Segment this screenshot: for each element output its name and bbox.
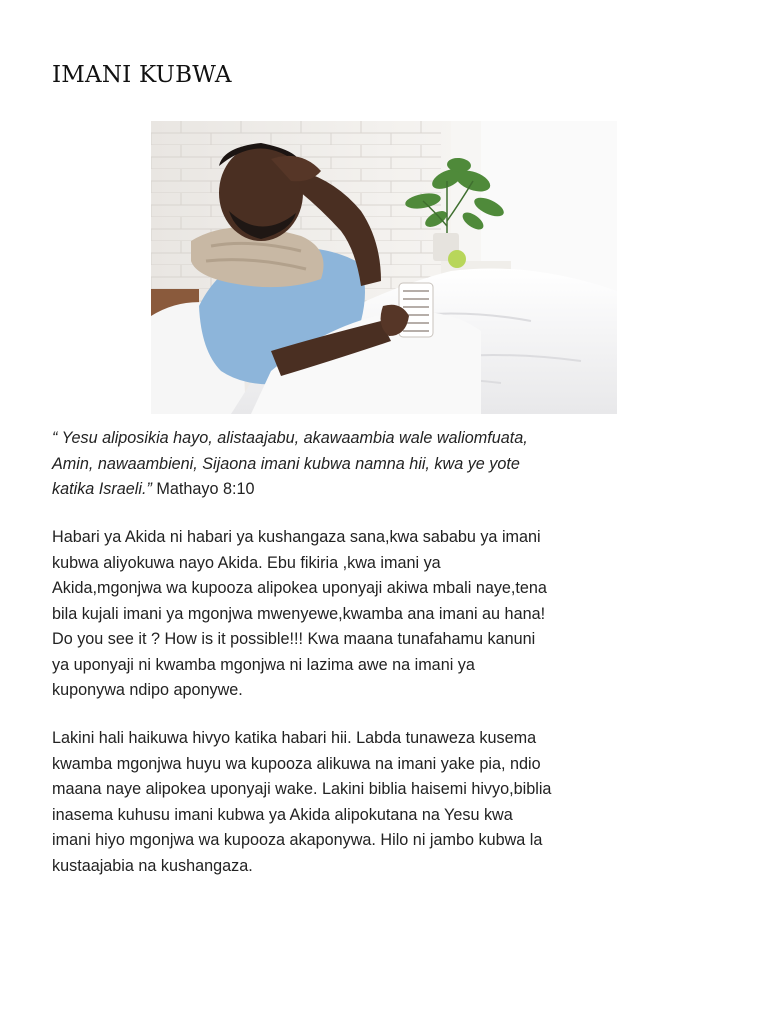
paragraph-text: Habari ya Akida ni habari ya kushangaza sana,kwa sababu ya imani kubwa aliyokuwa nayo Akida. Ebu fikiria ,kwa imani ya Akida,mgonjwa wa kupooza alipokea uponyaji akiwa mbali naye,tena bila kujali imani ya mgonjwa mwenyewe,kwamba ana imani au hana! Do you see it ? How is it possible!!! Kwa maana tunafahamu kanuni ya uponyaji ni kwamba mgonjwa ni lazima awe na imani ya kuponywa ndipo aponywe. bbox=[52, 528, 547, 699]
paragraph-text: Lakini hali haikuwa hivyo katika habari hii. Labda tunaweza kusema kwamba mgonjwa huyu wa kupooza alikuwa na imani yake pia, ndio maana naye alipokea uponyaji wake. Lakini biblia haisemi hivyo,biblia inasema kuhusu imani kubwa ya Akida alipokutana na Yesu kwa imani hiyo mgonjwa wa kupooza akaponywa. Hilo ni jambo kubwa la kustaajabia na kushangaza. bbox=[52, 729, 552, 875]
paragraph-2 bbox=[52, 726, 552, 879]
quote-reference: Mathayo 8:10 bbox=[151, 480, 255, 498]
article-photo bbox=[151, 121, 617, 414]
paragraph-1 bbox=[52, 525, 552, 704]
scripture-quote bbox=[52, 426, 552, 503]
article-title: IMANI KUBWA bbox=[52, 62, 232, 88]
sick-man-in-bed-illustration bbox=[151, 121, 617, 414]
quote-text: “ Yesu aliposikia hayo, alistaajabu, akawaambia wale waliomfuata, Amin, nawaambieni, Sijaona imani kubwa namna hii, kwa ye yote katika Israeli.” bbox=[52, 429, 528, 498]
